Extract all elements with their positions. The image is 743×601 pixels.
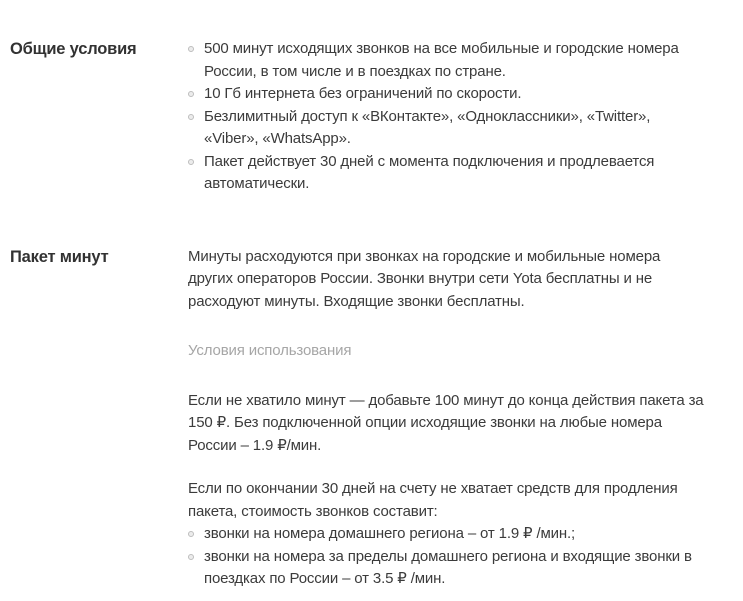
list-item-text: Пакет действует 30 дней с момента подключения и продлевается автоматически.: [204, 152, 655, 192]
section-general-terms: [10, 38, 723, 196]
minutes-package-content: [188, 246, 708, 591]
bullet-icon: [188, 114, 194, 120]
list-item: [188, 151, 708, 196]
list-item: [188, 83, 708, 106]
minutes-package-title-column: [10, 246, 188, 269]
bullet-icon: [188, 46, 194, 52]
call-rates-list: [188, 523, 708, 591]
list-item: [188, 546, 708, 591]
bullet-icon: [188, 531, 194, 537]
list-item-text: звонки на номера за пределы домашнего региона и входящие звонки в поездках по России – от 3.5 ₽ /мин.: [204, 547, 692, 587]
bullet-icon: [188, 159, 194, 165]
list-item: [188, 38, 708, 83]
general-terms-content: [188, 38, 708, 196]
list-item-text: 10 Гб интернета без ограничений по скорости.: [204, 85, 522, 102]
list-item-text: 500 минут исходящих звонков на все мобильные и городские номера России, в том числе и в поездках по стране.: [204, 40, 679, 80]
general-terms-list: [188, 38, 708, 196]
general-terms-title: Общие условия: [10, 40, 137, 58]
list-item-text: звонки на номера домашнего региона – от 1.9 ₽ /мин.;: [204, 525, 576, 542]
bullet-icon: [188, 554, 194, 560]
general-terms-title-column: [10, 38, 188, 61]
minutes-package-title: Пакет минут: [10, 247, 109, 266]
usage-terms-subheading: Условия использования: [188, 342, 352, 359]
list-item-text: Безлимитный доступ к «ВКонтакте», «Одноклассники», «Twitter», «Viber», «WhatsApp».: [204, 107, 651, 147]
minutes-usage-paragraph: Минуты расходуются при звонках на городские и мобильные номера других операторов России. Звонки внутри сети Yota бесплатны и не расходуют минуты. Входящие звонки бесплатны.: [188, 247, 661, 310]
package-expiry-paragraph: Если по окончании 30 дней на счету не хватает средств для продления пакета, стоимость звонков составит:: [188, 480, 678, 520]
list-item: [188, 106, 708, 151]
add-minutes-paragraph: Если не хватило минут — добавьте 100 минут до конца действия пакета за 150 ₽. Без подключенной опции исходящие звонки на любые номера России – 1.9 ₽/мин.: [188, 391, 704, 454]
bullet-icon: [188, 91, 194, 97]
list-item: [188, 523, 708, 546]
section-minutes-package: [10, 246, 723, 591]
